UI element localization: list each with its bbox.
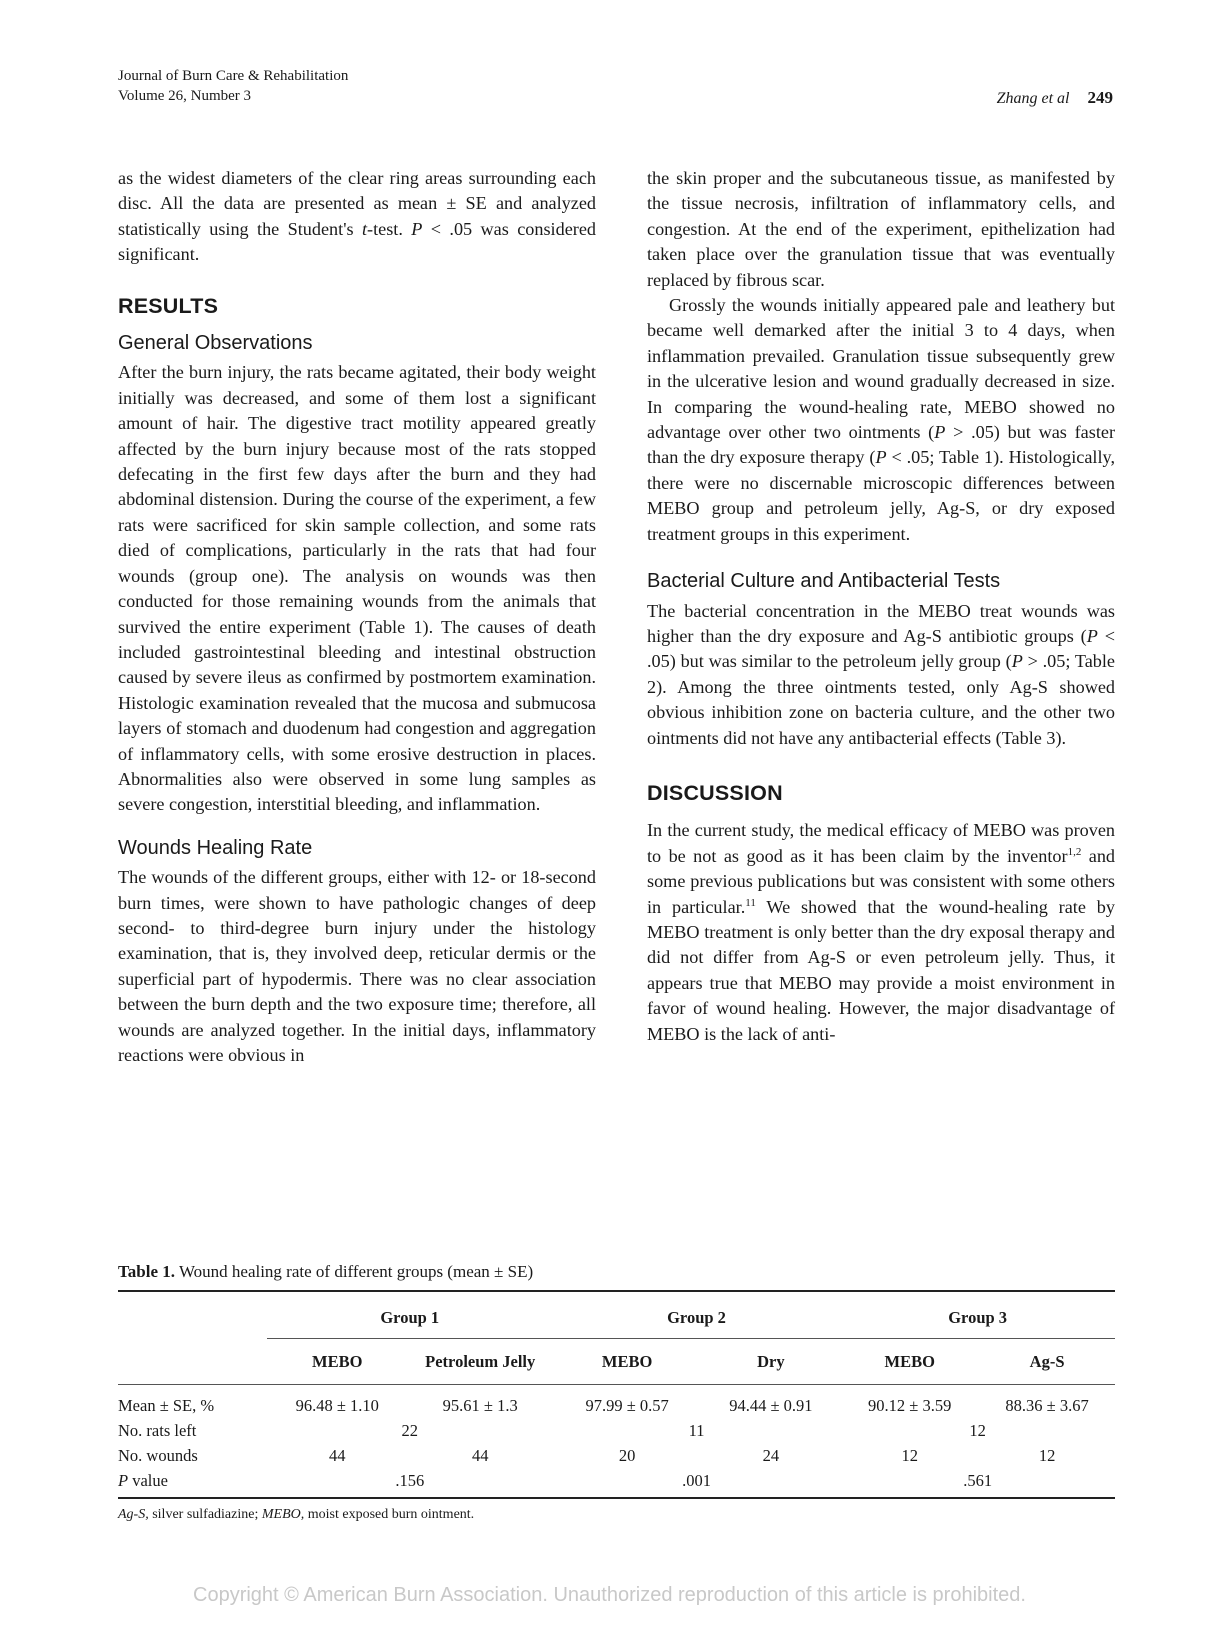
table-row: P value .156 .001 .561 [118, 1471, 993, 1490]
table-row: No. wounds 44 44 20 24 12 12 [118, 1446, 1056, 1465]
journal-volume: Volume 26, Number 3 [118, 88, 252, 104]
table-caption: Table 1. Wound healing rate of different groups (mean ± SE) [118, 1262, 534, 1281]
col-header: Dry [757, 1352, 785, 1371]
bacterial-culture-heading: Bacterial Culture and Antibacterial Tests [647, 570, 1001, 593]
col-header: Ag-S [1029, 1352, 1065, 1371]
page-number: 249 [1087, 88, 1113, 107]
table-1 [118, 1262, 1115, 1523]
bacterial-paragraph: The bacterial concentration in the MEBO treat wounds was higher than the dry exposure and Ag-S antibiotic groups (P < .05) but was similar to the petroleum jelly group (P > .05; Table 2). Among the three ointments tested, only Ag-S showed obvious inhibition zone on bacteria culture, and the other two ointments did not have any antibacterial effects (Table 3). [647, 600, 1115, 748]
running-head [997, 88, 1113, 108]
results-heading: RESULTS [118, 293, 219, 318]
group-1-header: Group 1 [267, 1294, 553, 1339]
discussion-paragraph: In the current study, the medical efficacy of MEBO was proven to be not as good as it has been claim by the inventor$^{1,2}$ and some previous publications but was consistent with some others in particular.$^{11}$ We showed that the wound-healing rate by MEBO treatment is only better than the dry exposal therapy and did not differ from Ag-S or even petroleum jelly. Thus, it appears true that MEBO may provide a moist environment in favor of wound healing. However, the major disadvantage of MEBO is the lack of anti- [647, 820, 1116, 1044]
wounds-continuation: the skin proper and the subcutaneous tissue, as manifested by the tissue necrosis, infiltration of inflammatory cells, and congestion. At the end of the experiment, epithelization had taken place over the granulation tissue that was eventually replaced by fibrous scar. [647, 168, 1115, 290]
table-row: Mean ± SE, % 96.48 ± 1.10 95.61 ± 1.3 97.99 ± 0.57 94.44 ± 0.91 90.12 ± 3.59 88.36 ± 3.67 [118, 1396, 1089, 1415]
journal-title: Journal of Burn Care & Rehabilitation [118, 68, 349, 84]
group-2-header: Group 2 [553, 1294, 841, 1339]
wounds-healing-text: The wounds of the different groups, either with 12- or 18-second burn times, were shown to have pathologic changes of deep second- to third-degree burn injury under the histology examination, that is, they involved deep, reticular dermis or the superficial part of hypodermis. There was no clear association between the burn depth and the two exposure time; therefore, all wounds are analyzed together. In the initial days, inflammatory reactions were obvious in [118, 867, 596, 1065]
running-author: Zhang et al [996, 90, 1070, 107]
left-column [118, 166, 596, 1068]
journal-header [118, 66, 348, 106]
col-header: MEBO [312, 1352, 363, 1371]
copyright-watermark: Copyright © American Burn Association. Unauthorized reproduction of this article is prohibited. [193, 1584, 1026, 1606]
col-header: Petroleum Jelly [425, 1352, 536, 1371]
table-footnote: Ag-S, silver sulfadiazine; MEBO, moist exposed burn ointment. [118, 1507, 475, 1522]
table-row: No. rats left 22 11 12 [118, 1421, 986, 1440]
general-observations-text: After the burn injury, the rats became agitated, their body weight initially was decreased, and some of them lost a significant amount of hair. The digestive tract motility appeared greatly affected by the burn injury because most of the rats stopped defecating in the first few days after the burn and they had abdominal distension. During the course of the experiment, a few rats were sacrificed for skin sample collection, and some rats died of complications, particularly in the rats that had four wounds (group one). The analysis on wounds was then conducted for those remaining wounds from the animals that survived the entire experiment (Table 1). The causes of death included gastrointestinal bleeding and intestinal obstruction caused by severe ileus as confirmed by postmortem examination. Histologic examination revealed that the mucosa and submucosa layers of stomach and duodenum had congestion and aggregation of inflammatory cells, with some erosive destruction in places. Abnormalities also were observed in some lung samples as severe congestion, interstitial bleeding, and inflammation. [118, 362, 596, 815]
col-header: MEBO [884, 1352, 935, 1371]
col-header: MEBO [601, 1352, 653, 1371]
general-observations-heading: General Observations [118, 332, 313, 355]
grossly-paragraph: Grossly the wounds initially appeared pale and leathery but became well demarked after the initial 3 to 4 days, when inflammation prevailed. Granulation tissue subsequently grew in the ulcerative lesion and wound gradually decreased in size. In comparing the wound-healing rate, MEBO showed no advantage over other two ointments (P > .05) but was faster than the dry exposure therapy (P < .05; Table 1). Histologically, there were no discernable microscopic differences between MEBO group and petroleum jelly, Ag-S, or dry exposed treatment groups in this experiment. [647, 295, 1116, 544]
right-column [647, 166, 1115, 1047]
wounds-healing-heading: Wounds Healing Rate [118, 836, 313, 859]
methods-continuation: as the widest diameters of the clear ring areas surrounding each disc. All the data are presented as mean ± SE and analyzed statistically using the Student's t-test. P < .05 was considered significant. [118, 168, 596, 265]
wound-healing-table [118, 1290, 1115, 1499]
group-3-header: Group 3 [840, 1294, 1115, 1339]
discussion-heading: DISCUSSION [647, 780, 783, 805]
